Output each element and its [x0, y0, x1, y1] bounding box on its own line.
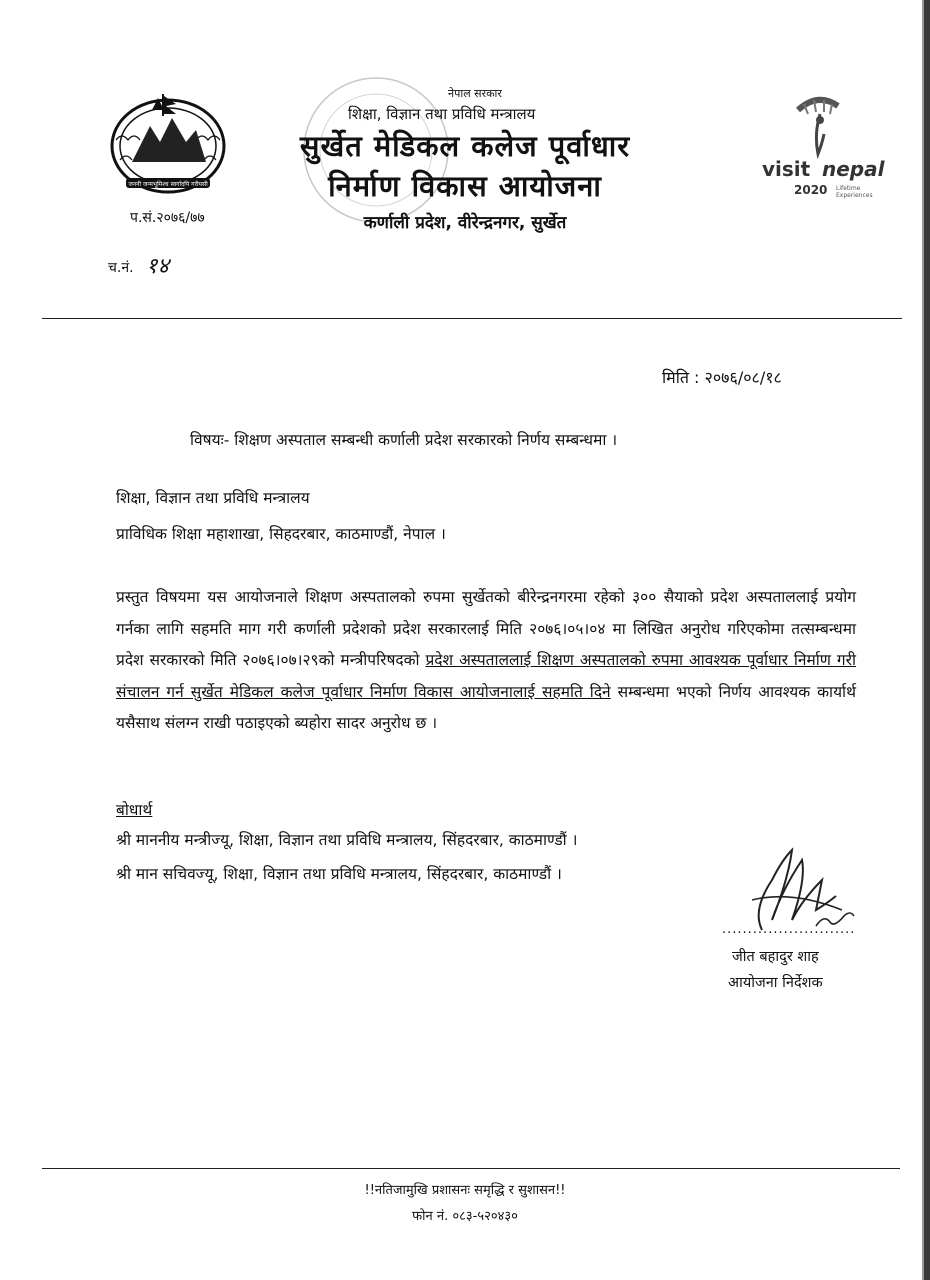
cc-line2: श्री मान सचिवज्यू, शिक्षा, विज्ञान तथा प्रविधि मन्त्रालय, सिंहदरबार, काठमाण्डौं ।: [116, 865, 562, 883]
dispatch-label: च.नं.: [108, 260, 134, 276]
body-text-underlined: प्रदेश अस्पताललाई शिक्षण अस्पतालको रुपमा आवश्यक पूर्वाधार निर्माण गरी संचालन गर्न सुर्खेत मेडिकल कलेज पूर्वाधार निर्माण विकास आयोजनालाई सहमति दिने: [116, 651, 856, 701]
footer-motto: !!नतिजामुखि प्रशासनः समृद्धि र सुशासन!!: [364, 1183, 566, 1198]
visit-nepal-logo-icon: [758, 90, 888, 200]
ministry-label: शिक्षा, विज्ञान तथा प्रविधि मन्त्रालय: [348, 105, 536, 123]
body-text-part1: प्रस्तुत विषयमा यस आयोजनाले शिक्षण अस्पतालको रुपमा सुर्खेतको बीरेन्द्रनगरमा रहेको ३०० सैयाको प्रदेश अस्पताललाई प्रयोग गर्नका लागि सहमति माग गरी कर्णाली प्रदेशको प्रदेश सरकारलाई मिति २०७६।०५।०४ मा लिखित अनुरोध गरिएकोमा तत्सम्बन्धमा प्रदेश सरकारको मिति २०७६।०७।२९को मन्त्रीपरिषदको: [116, 588, 856, 669]
cc-heading: बोधार्थ: [116, 801, 153, 819]
svg-text:2020: 2020: [794, 183, 828, 197]
office-address: कर्णाली प्रदेश, वीरेन्द्रनगर, सुर्खेत: [363, 213, 567, 233]
project-name-line2: निर्माण विकास आयोजना: [328, 169, 602, 203]
letter-subject: विषयः- शिक्षण अस्पताल सम्बन्धी कर्णाली प्रदेश सरकारको निर्णय सम्बन्धमा ।: [190, 431, 618, 449]
signature-line: ..........................: [722, 922, 856, 937]
header-divider: [42, 318, 902, 319]
letter-date: मिति : २०७६/०८/१८: [662, 368, 782, 387]
recipient-line2: प्राविधिक शिक्षा महाशाखा, सिहदरबार, काठमाण्डौं, नेपाल ।: [116, 525, 446, 543]
svg-text:visit: visit: [762, 157, 811, 181]
dispatch-number: १४: [146, 254, 169, 279]
letter-body: [116, 582, 856, 740]
cc-line1: श्री माननीय मन्त्रीज्यू, शिक्षा, विज्ञान तथा प्रविधि मन्त्रालय, सिंहदरबार, काठमाण्डौं ।: [116, 831, 578, 849]
signatory-name: जीत बहादुर शाह: [732, 949, 819, 965]
signatory-title: आयोजना निर्देशक: [728, 975, 823, 991]
svg-text:nepal: nepal: [822, 157, 885, 181]
footer-divider: [42, 1168, 900, 1169]
recipient-line1: शिक्षा, विज्ञान तथा प्रविधि मन्त्रालय: [116, 489, 310, 507]
svg-text:Experiences: Experiences: [836, 192, 873, 199]
footer-phone: फोन नं. ०८३-५२०४३०: [412, 1209, 518, 1224]
svg-text:जननी जन्मभूमिश्च स्वर्गादपि गर: जननी जन्मभूमिश्च स्वर्गादपि गरीयसी: [128, 181, 208, 188]
body-text-part2: सम्बन्धमा भएको निर्णय आवश्यक कार्यार्थ यसैसाथ संलग्न राखी पठाइएको ब्यहोरा सादर अनुरोध छ ।: [116, 682, 856, 732]
government-label: नेपाल सरकार: [448, 87, 502, 100]
svg-text:Lifetime: Lifetime: [836, 185, 861, 192]
project-name-line1: सुर्खेत मेडिकल कलेज पूर्वाधार: [299, 129, 631, 163]
registration-number: प.सं.२०७६/७७: [130, 210, 205, 226]
